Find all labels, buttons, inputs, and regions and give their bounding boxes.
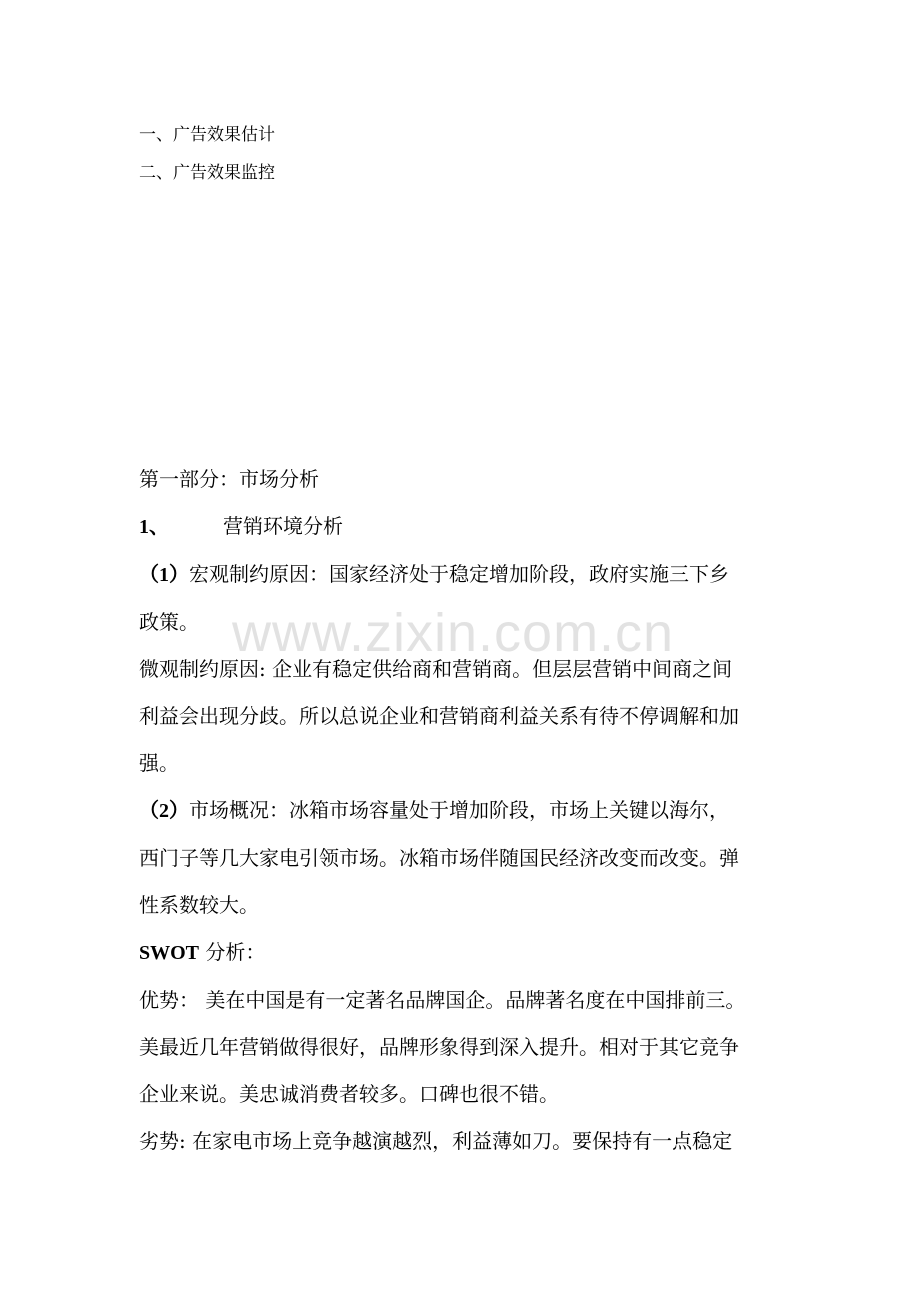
market-number: （2） [139, 800, 189, 822]
weakness-paragraph-line: 劣势: 在家电市场上竞争越演越烈，利益薄如刀。要保持有一点稳定 [139, 1129, 733, 1153]
strength-paragraph-line: 美最近几年营销做得很好，品牌形象得到深入提升。相对于其它竞争 [139, 1035, 739, 1059]
table-of-contents [139, 116, 779, 192]
subsection-heading [139, 503, 789, 551]
subsection-number: 1、 [139, 516, 169, 538]
swot-suffix: 分析： [205, 940, 266, 964]
macro-number: （1） [139, 564, 189, 586]
document-body [139, 456, 789, 1165]
watermark: www.zixin.com.cn [232, 603, 675, 663]
macro-paragraph-line [139, 551, 789, 599]
swot-heading [139, 929, 789, 977]
micro-paragraph-line: 微观制约原因: 企业有稳定供给商和营销商。但层层营销中间商之间 [139, 657, 733, 681]
strength-paragraph-line: 企业来说。美忠诚消费者较多。口碑也很不错。 [139, 1082, 559, 1106]
toc-item-ad-effect-monitoring: 二、广告效果监控 [139, 163, 275, 183]
strength-paragraph-line: 优势： 美在中国是有一定著名品牌国企。品牌著名度在中国排前三。 [139, 988, 746, 1012]
swot-label: SWOT [139, 942, 200, 964]
micro-paragraph-line: 强。 [139, 751, 179, 775]
micro-paragraph-line: 利益会出现分歧。所以总说企业和营销商利益关系有待不停调解和加 [139, 704, 739, 728]
toc-item-ad-effect-estimate: 一、广告效果估计 [139, 125, 275, 145]
market-paragraph-line: 性系数较大。 [139, 893, 259, 917]
macro-text: 宏观制约原因：国家经济处于稳定增加阶段，政府实施三下乡 [189, 562, 729, 586]
market-paragraph-line: 西门子等几大家电引领市场。冰箱市场伴随国民经济改变而改变。弹 [139, 846, 739, 870]
market-text: 市场概况：冰箱市场容量处于增加阶段，市场上关键以海尔， [189, 798, 729, 822]
market-paragraph-line [139, 787, 789, 835]
section-title: 第一部分：市场分析 [139, 467, 319, 491]
macro-paragraph-line: 政策。 [139, 610, 199, 634]
subsection-title: 营销环境分析 [223, 514, 343, 538]
